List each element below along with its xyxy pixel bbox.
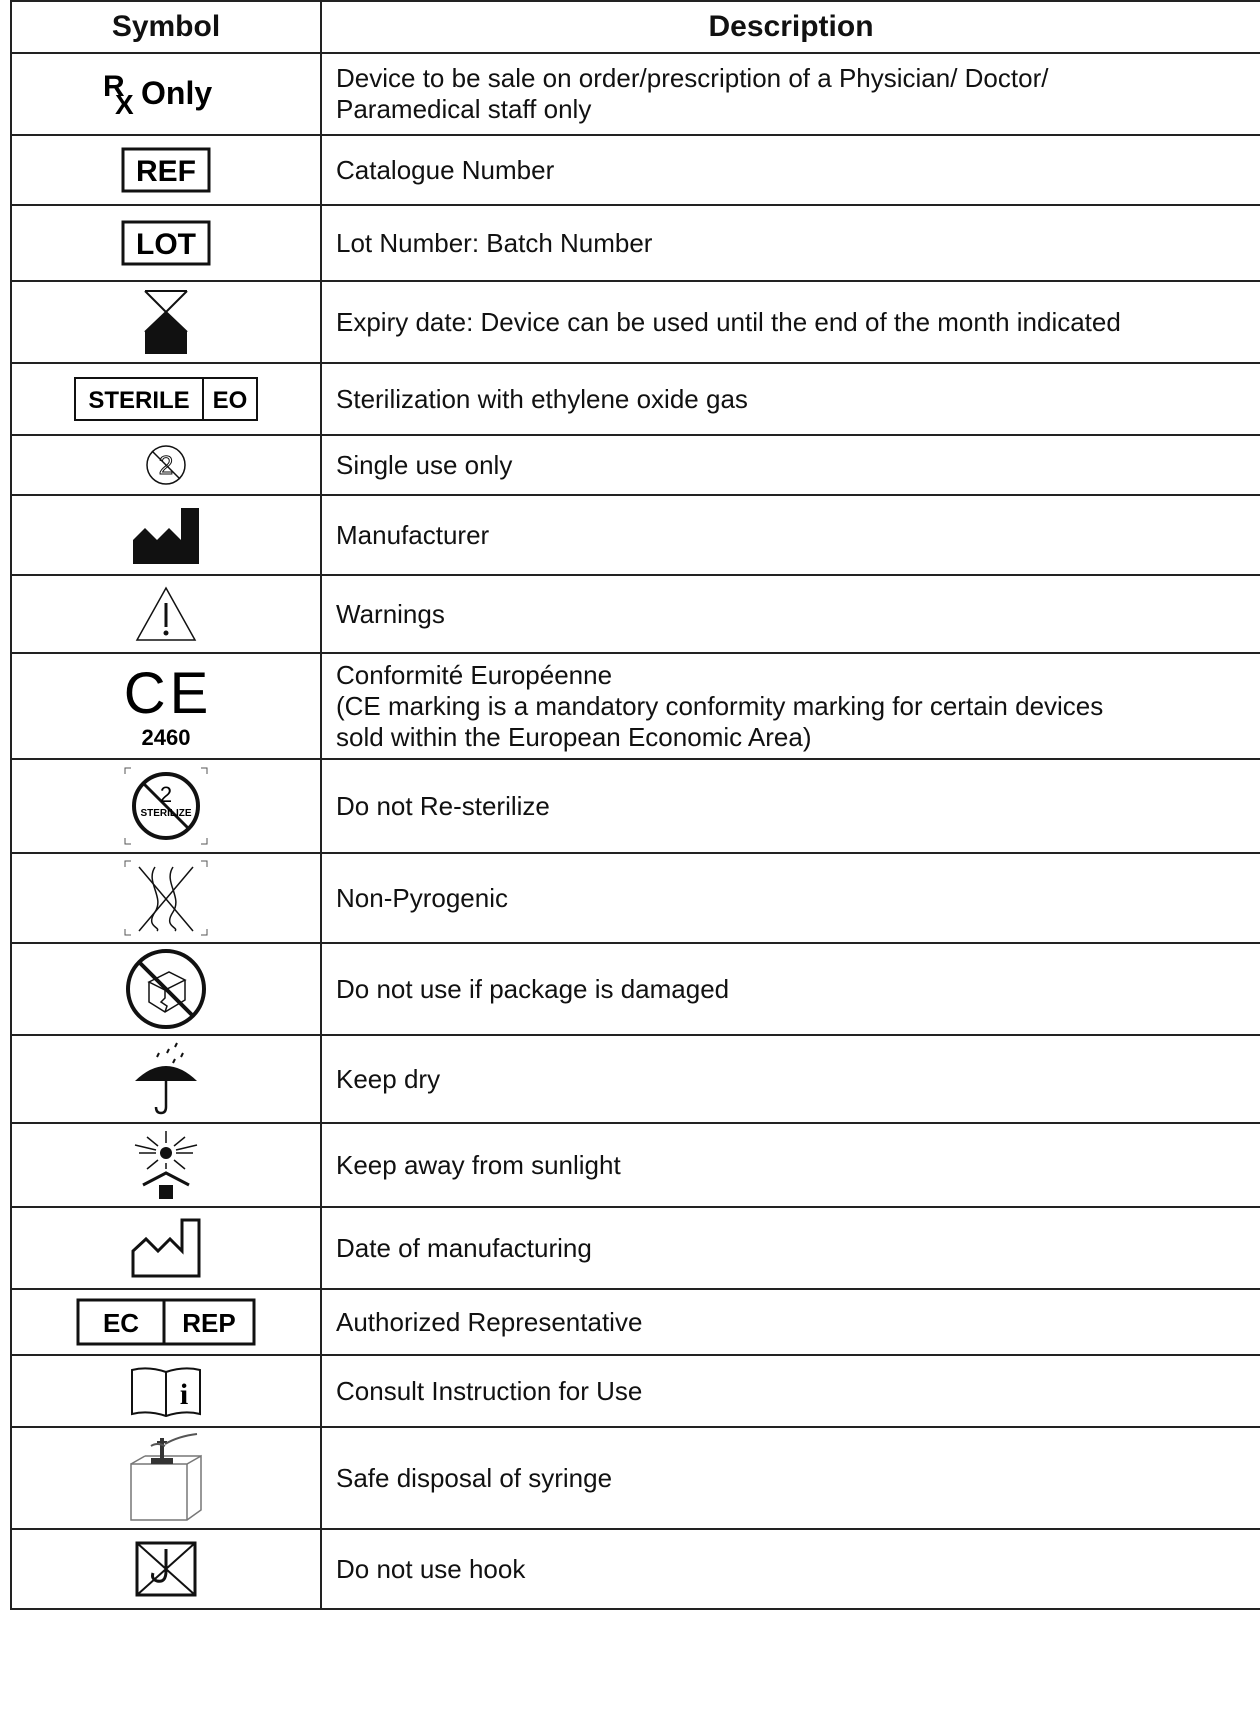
symbol-cell [11, 759, 321, 853]
symbol-cell [11, 1207, 321, 1289]
resterilize-digit: 2 [159, 782, 173, 807]
description-line: Sterilization with ethylene oxide gas [336, 383, 748, 414]
symbol-cell [11, 1289, 321, 1355]
rep-text: REP [182, 1308, 236, 1338]
symbol-cell [11, 205, 321, 281]
description-line: Keep dry [336, 1063, 441, 1094]
damaged-package-icon [123, 946, 209, 1032]
description-line: Non-Pyrogenic [336, 882, 508, 913]
table-row [11, 1355, 1260, 1427]
description-line: Paramedical staff only [336, 94, 592, 124]
description-cell [321, 575, 1260, 653]
sterile-text: STERILE [88, 387, 190, 414]
description-line: Lot Number: Batch Number [336, 227, 653, 258]
description-line: Catalogue Number [336, 154, 555, 185]
table-row [11, 1123, 1260, 1207]
table-row [11, 435, 1260, 495]
symbol-cell [11, 1427, 321, 1529]
symbol-cell [11, 53, 321, 135]
manufacturer-icon [131, 504, 201, 566]
safe-disposal-icon [121, 1432, 211, 1524]
table-row [11, 281, 1260, 363]
notified-body-number: 2460 [141, 725, 191, 750]
description-cell [321, 1529, 1260, 1609]
symbol-cell [11, 135, 321, 205]
lot-icon [121, 220, 211, 266]
symbols-table [10, 0, 1260, 1610]
symbol-cell [11, 435, 321, 495]
symbol-cell [11, 281, 321, 363]
description-cell [321, 53, 1260, 135]
symbol-cell [11, 653, 321, 759]
description-cell [321, 943, 1260, 1035]
description-line: Single use only [336, 449, 513, 480]
single-use-icon [141, 443, 191, 487]
description-line: Consult Instruction for Use [336, 1375, 643, 1406]
rx-x-letter: X [115, 89, 134, 120]
description-line: Device to be sale on order/prescription of a Physician/ Doctor/ [336, 63, 1049, 93]
symbol-cell [11, 1035, 321, 1123]
description-cell [321, 1035, 1260, 1123]
table-row [11, 853, 1260, 943]
table-row [11, 575, 1260, 653]
table-row [11, 135, 1260, 205]
do-not-resterilize-icon [121, 764, 211, 848]
table-row [11, 1035, 1260, 1123]
header-row [11, 1, 1260, 53]
description-line: Do not Re-sterilize [336, 790, 550, 821]
lot-text: LOT [136, 228, 196, 261]
ce-mark-icon [121, 661, 211, 751]
table-row [11, 53, 1260, 135]
description-cell [321, 853, 1260, 943]
non-pyrogenic-icon [121, 857, 211, 939]
instructions-icon [128, 1364, 204, 1418]
description-cell [321, 495, 1260, 575]
symbol-cell [11, 1123, 321, 1207]
description-cell [321, 653, 1260, 759]
keep-dry-icon [131, 1041, 201, 1117]
ref-text: REF [136, 155, 196, 188]
description-line: Do not use hook [336, 1553, 526, 1584]
description-line: Date of manufacturing [336, 1232, 592, 1263]
symbol-cell [11, 1529, 321, 1609]
description-cell [321, 1355, 1260, 1427]
description-line: Manufacturer [336, 519, 490, 550]
ec-text: EC [102, 1308, 140, 1338]
description-line: Conformité Européenne [336, 659, 613, 690]
warning-icon [134, 585, 198, 643]
rx-only-text: Only [141, 75, 213, 111]
hourglass-icon [141, 288, 191, 356]
date-of-manufacture-icon [130, 1217, 202, 1279]
rx-only-icon [101, 66, 231, 122]
symbol-cell [11, 495, 321, 575]
symbol-cell [11, 575, 321, 653]
description-line: Authorized Representative [336, 1306, 643, 1337]
table-row [11, 759, 1260, 853]
table-row [11, 205, 1260, 281]
no-hook-icon [135, 1541, 197, 1597]
symbol-cell [11, 1355, 321, 1427]
table-row [11, 1529, 1260, 1609]
description-cell [321, 205, 1260, 281]
eo-text: EO [212, 387, 248, 414]
table-row [11, 495, 1260, 575]
symbol-cell [11, 853, 321, 943]
description-line: (CE marking is a mandatory conformity marking for certain devices [336, 690, 1104, 721]
description-line: sold within the European Economic Area) [336, 721, 812, 752]
description-cell [321, 1289, 1260, 1355]
description-cell [321, 363, 1260, 435]
sterile-eo-icon [73, 376, 259, 422]
description-cell [321, 135, 1260, 205]
symbol-column-header: Symbol [11, 1, 321, 53]
description-cell [321, 435, 1260, 495]
single-use-digit: 2 [158, 450, 174, 480]
symbol-cell [11, 363, 321, 435]
description-line: Safe disposal of syringe [336, 1462, 613, 1493]
table-row [11, 943, 1260, 1035]
table-row [11, 363, 1260, 435]
description-cell [321, 1427, 1260, 1529]
table-row [11, 1207, 1260, 1289]
symbol-cell [11, 943, 321, 1035]
description-cell [321, 1207, 1260, 1289]
table-row [11, 1289, 1260, 1355]
rx-r-letter: R [103, 70, 125, 103]
resterilize-text: STERILIZE [140, 808, 192, 819]
description-cell [321, 759, 1260, 853]
ref-icon [121, 147, 211, 193]
description-line: Keep away from sunlight [336, 1149, 621, 1180]
table-row [11, 653, 1260, 759]
ce-mark-text: CE [123, 661, 209, 726]
description-cell [321, 281, 1260, 363]
info-letter: i [179, 1378, 189, 1411]
description-column-header: Description [321, 1, 1260, 53]
ec-rep-icon [76, 1298, 256, 1346]
sunlight-icon [129, 1129, 203, 1201]
description-line: Warnings [336, 598, 445, 629]
description-line: Do not use if package is damaged [336, 973, 730, 1004]
table-row [11, 1427, 1260, 1529]
description-cell [321, 1123, 1260, 1207]
description-line: Expiry date: Device can be used until the end of the month indicated [336, 306, 1121, 337]
